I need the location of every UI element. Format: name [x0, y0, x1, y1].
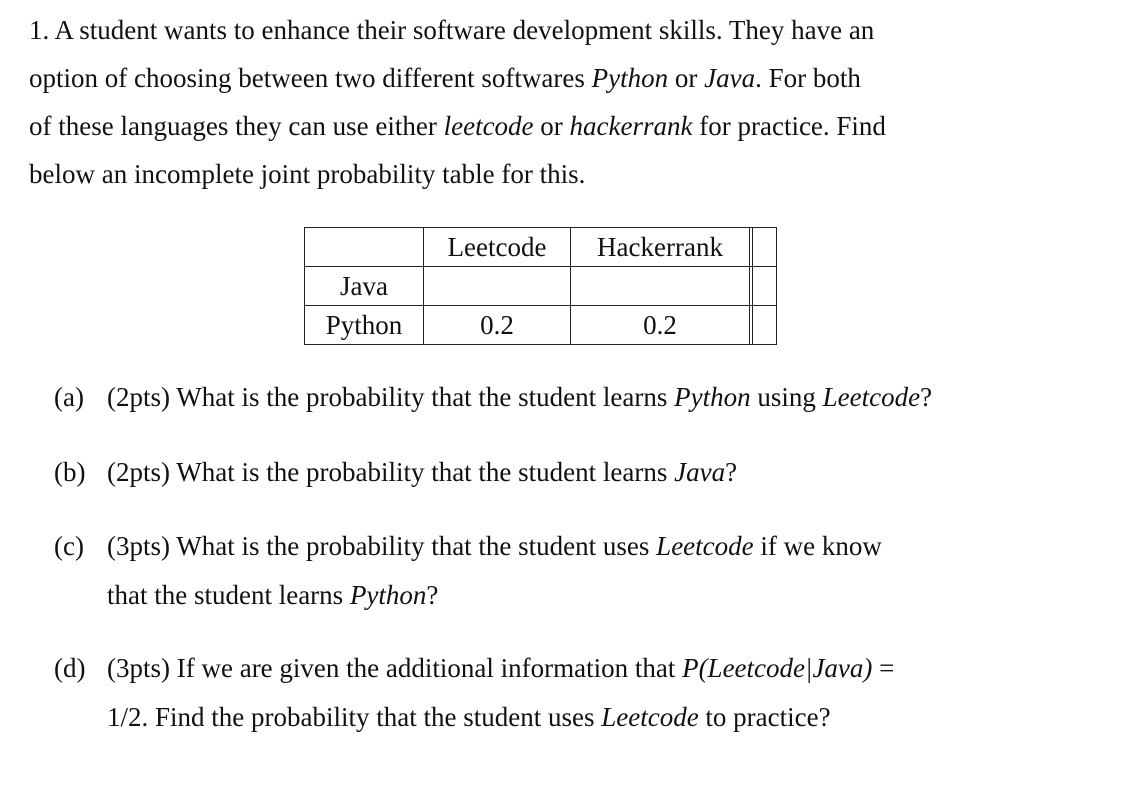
text-run: or — [668, 63, 705, 93]
text-run: (3pts) If we are given the additional information that — [107, 653, 683, 683]
math-leetcode: Leetcode — [601, 702, 699, 732]
question-a-label: (a) — [54, 382, 84, 412]
table-cell — [571, 267, 750, 306]
text-run: that the student learns — [107, 580, 350, 610]
table-cell: 0.2 — [571, 306, 750, 345]
table-header-cell: Leetcode — [424, 228, 571, 267]
math-conditional-probability: P(Leetcode|Java) — [682, 653, 873, 683]
text-run: ? — [426, 580, 439, 610]
text-run: to practice? — [698, 702, 831, 732]
math-leetcode: Leetcode — [822, 382, 921, 412]
text-run: . Find the probability that the student uses — [141, 702, 602, 732]
question-b-label: (b) — [54, 457, 86, 487]
text-run: (2pts) What is the probability that the student learns — [107, 382, 675, 412]
table-header-row — [305, 228, 777, 267]
table-header-cell: Hackerrank — [571, 228, 750, 267]
question-c-label: (c) — [54, 531, 84, 561]
joint-probability-table — [304, 227, 777, 345]
math-hackerrank: hackerrank — [569, 111, 693, 141]
text-run: below an incomplete joint probability table for this. — [29, 159, 586, 189]
text-run: using — [750, 382, 823, 412]
math-java: Java — [674, 457, 726, 487]
text-run: (3pts) What is the probability that the student uses — [107, 531, 657, 561]
table-row-label: Python — [305, 306, 424, 345]
text-run: of these languages they can use either — [29, 111, 444, 141]
math-python: Python — [674, 382, 751, 412]
question-d-text-line-2 — [107, 697, 831, 737]
text-run: ? — [920, 382, 933, 412]
table-header-cell — [750, 228, 777, 267]
math-leetcode: Leetcode — [656, 531, 754, 561]
table-row — [305, 306, 777, 345]
math-java: Java — [704, 63, 756, 93]
problem-line-1 — [29, 10, 1069, 50]
text-run: . For both — [755, 63, 861, 93]
table-cell — [424, 267, 571, 306]
question-a-text — [107, 377, 932, 417]
text-run: or — [533, 111, 570, 141]
table-cell — [750, 267, 777, 306]
table-cell — [750, 306, 777, 345]
table-row-label: Java — [305, 267, 424, 306]
question-d-label: (d) — [54, 653, 86, 683]
text-run: ? — [725, 457, 738, 487]
text-run: if we know — [753, 531, 882, 561]
text-run: = — [872, 653, 895, 683]
text-run: (2pts) What is the probability that the student learns — [107, 457, 675, 487]
math-python: Python — [591, 63, 669, 93]
table-row — [305, 267, 777, 306]
problem-line-2 — [29, 58, 1069, 98]
table-header-cell — [305, 228, 424, 267]
problem-number: 1. — [29, 15, 50, 45]
text-run: for practice. Find — [692, 111, 886, 141]
math-fraction: 1/2 — [107, 702, 142, 732]
math-leetcode: leetcode — [443, 111, 534, 141]
table-cell: 0.2 — [424, 306, 571, 345]
math-python: Python — [349, 580, 427, 610]
problem-line-3 — [29, 106, 1069, 146]
text-run: option of choosing between two different softwares — [29, 63, 592, 93]
problem-text: A student wants to enhance their software development skills. They have an — [54, 15, 875, 45]
question-c-text-line-1 — [107, 526, 882, 566]
question-d-text-line-1 — [107, 648, 894, 688]
problem-line-4 — [29, 154, 1069, 194]
question-c-text-line-2 — [107, 575, 438, 615]
question-b-text — [107, 452, 737, 492]
